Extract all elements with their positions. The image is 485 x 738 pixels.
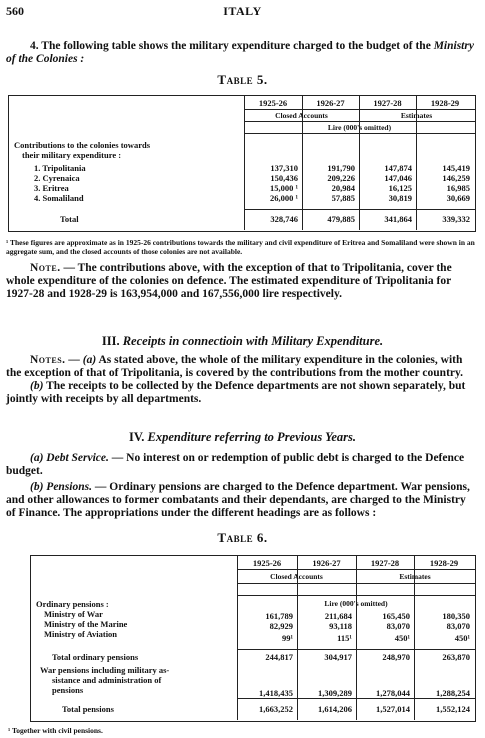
t6-war-label-3: pensions (52, 685, 84, 695)
intro-emph: Ministry of the Colonies : (6, 40, 474, 65)
t6-war-cell: 1,309,289 (318, 688, 352, 698)
t5-cell: 16,125 (388, 183, 412, 193)
t6-row-label: Ministry of the Marine (44, 619, 128, 629)
t6-row-label: Ministry of Aviation (44, 629, 118, 639)
note-paragraph (6, 262, 478, 301)
intro-text: The following table shows the military expenditure charged to the budget of the (41, 40, 431, 52)
t5-year-4: 1928-29 (430, 98, 460, 108)
t5-cell: 146,259 (442, 173, 470, 183)
intro-number: 4. (30, 40, 39, 52)
t6-total-label: Total pensions (62, 704, 114, 714)
t6-ordinary-total-cell: 263,870 (442, 652, 470, 662)
t6-cell: 211,684 (324, 611, 352, 621)
t5-group-closed: Closed Accounts (275, 111, 328, 120)
t6-total-cell: 1,552,124 (436, 704, 470, 714)
t5-row-label: 4. Somaliland (34, 193, 84, 203)
t6-cell: 83,070 (446, 621, 470, 631)
t6-cell: 99¹ (281, 633, 293, 643)
t5-cell: 57,885 (331, 193, 355, 203)
t6-unit: Lire (000's omitted) (324, 599, 388, 608)
t6-ordinary-total-cell: 304,917 (324, 652, 352, 662)
t5-year-3: 1927-28 (373, 98, 402, 108)
note-lead: Note. (30, 262, 61, 274)
t5-cell: 15,000 ¹ (269, 183, 298, 193)
t6-cell: 165,450 (382, 611, 410, 621)
t6-year-4: 1928-29 (429, 558, 459, 568)
t6-war-cell: 1,278,044 (376, 688, 410, 698)
t6-ordinary-total-cell: 244,817 (265, 652, 293, 662)
t5-section-label-2: their military expenditure : (22, 150, 122, 160)
section4-title: Expenditure referring to Previous Years. (147, 430, 356, 444)
t6-ordinary-total-cell: 248,970 (382, 652, 410, 662)
t5-cell: 16,985 (446, 183, 470, 193)
t6-cell: 161,789 (265, 611, 293, 621)
t5-group-est: Estimates (400, 111, 433, 120)
pensions-title: Pensions. (46, 481, 92, 493)
t6-cell: 180,350 (442, 611, 470, 621)
intro-paragraph (6, 40, 476, 66)
t5-section-label-1: Contributions to the colonies towards (14, 140, 151, 150)
t6-section-label: Ordinary pensions : (36, 599, 109, 609)
t5-cell: 20,984 (331, 183, 355, 193)
t5-total-cell: 328,746 (270, 214, 298, 224)
pensions-text: — Ordinary pensions are charged to the Defence department. War pensions, and other allowances to former combatants and their dependants, are charged to the Ministry of Finance. The appropriations under the different headings are as follows : (6, 481, 470, 519)
t5-total-cell: 339,332 (442, 214, 470, 224)
t5-cell: 191,790 (327, 163, 355, 173)
section4-numeral: IV. (129, 430, 145, 444)
table6-title: Table 6. (217, 530, 268, 545)
t6-total-cell: 1,614,206 (318, 704, 352, 714)
section3-title: Receipts in connectioin with Military Expenditure. (122, 334, 384, 348)
section3-numeral: III. (101, 334, 120, 348)
notes3-a-label: — (a) (68, 354, 97, 366)
t5-cell: 137,310 (270, 163, 298, 173)
t5-cell: 150,436 (270, 173, 298, 183)
t5-row-label: 1. Tripolitania (34, 163, 86, 173)
t6-war-cell: 1,288,254 (436, 688, 470, 698)
section4-heading (0, 430, 485, 445)
pensions-label: (b) (30, 481, 44, 493)
t5-cell: 145,419 (442, 163, 470, 173)
notes3-b-text: The receipts to be collected by the Defence departments are not shown separately, but jointly with receipts by all departments. (6, 380, 466, 405)
t6-group-closed: Closed Accounts (270, 572, 323, 581)
t6-cell: 115¹ (337, 633, 352, 643)
page-number: 560 (6, 4, 24, 18)
notes3-b-label: (b) (30, 380, 44, 392)
section3-heading (0, 334, 485, 349)
t5-total-label: Total (60, 214, 79, 224)
note-text: — The contributions above, with the exception of that to Tripolitania, cover the whole expenditure of the colonies on defence. The estimated expenditure of Tripolitania for 1927-28 and 1928-29 is 163,954,000 and 167,556,000 lire respectively. (6, 262, 452, 300)
t5-cell: 147,046 (384, 173, 412, 183)
running-title: ITALY (223, 4, 262, 18)
t5-row-label: 3. Eritrea (34, 183, 69, 193)
t5-row-label: 2. Cyrenaica (34, 173, 80, 183)
t6-war-label-2: sistance and administration of (52, 675, 162, 685)
t6-war-cell: 1,418,435 (259, 688, 293, 698)
t6-total-cell: 1,527,014 (376, 704, 410, 714)
t6-cell: 83,070 (386, 621, 410, 631)
notes3-a-text: As stated above, the whole of the military expenditure in the colonies, with the exception of that of Tripolitania, is covered by the contributions from the mother country. (6, 354, 463, 379)
table5-title: Table 5. (217, 72, 268, 87)
table5-footnote: ¹ These figures are approximate as in 1925-26 contributions towards the military and civil expenditure of Eritrea and Somaliland were shown in an aggregate sum, and the closed accounts of those colonies are not available. (6, 238, 475, 256)
debt-text: — No interest on or redemption of public debt is charged to the Defence budget. (6, 452, 465, 477)
t6-cell: 450¹ (454, 633, 470, 643)
t5-cell: 30,669 (446, 193, 470, 203)
t6-row-label: Ministry of War (44, 609, 103, 619)
t5-cell: 26,000 ¹ (269, 193, 298, 203)
notes3-lead: Notes. (30, 354, 66, 366)
notes3-paragraph (6, 354, 478, 406)
debt-paragraph (6, 452, 478, 520)
t6-war-label-1: War pensions including military as- (40, 665, 170, 675)
t5-cell: 30,819 (388, 193, 412, 203)
t6-group-est: Estimates (399, 572, 431, 581)
t6-cell: 450¹ (394, 633, 410, 643)
table6-footnote: ¹ Together with civil pensions. (8, 726, 103, 735)
debt-title: Debt Service. (46, 452, 109, 464)
t5-year-1: 1925-26 (258, 98, 288, 108)
t5-cell: 147,874 (384, 163, 412, 173)
t5-cell: 209,226 (327, 173, 355, 183)
t6-year-1: 1925-26 (252, 558, 282, 568)
t6-cell: 82,929 (269, 621, 293, 631)
t6-cell: 93,118 (329, 621, 352, 631)
t6-year-2: 1926-27 (312, 558, 341, 568)
debt-label: (a) (30, 452, 44, 464)
t6-ordinary-total-label: Total ordinary pensions (52, 652, 139, 662)
t5-total-cell: 341,864 (384, 214, 412, 224)
t5-year-2: 1926-27 (316, 98, 345, 108)
t6-year-3: 1927-28 (370, 558, 400, 568)
t5-unit: Lire (000's omitted) (327, 123, 392, 132)
t5-total-cell: 479,885 (327, 214, 355, 224)
t6-total-cell: 1,663,252 (259, 704, 293, 714)
